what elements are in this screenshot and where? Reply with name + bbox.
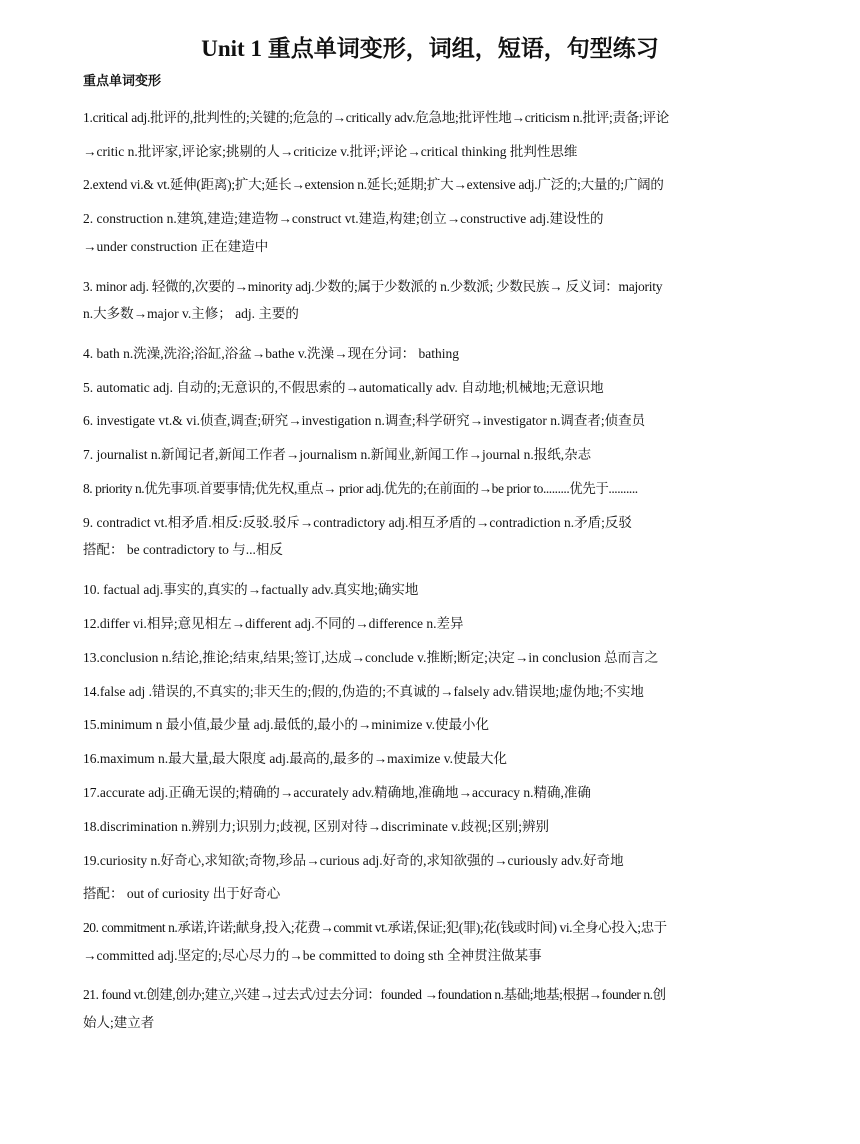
entry-line-critical-1: 1.critical adj.批评的,批判性的;关键的;危急的→critically adv.危急地;批评性地→criticism n.批评;责备;评论	[83, 110, 670, 125]
entry-line-construction-1: 2. construction n.建筑,建造;建造物→construct vt.建造,构建;创立→constructive adj.建设性的	[83, 211, 604, 226]
entry-line-curiosity-1: 19.curiosity n.好奇心,求知欲;奇物,珍品→curious adj.好奇的,求知欲强的→curiously adv.好奇地	[83, 853, 624, 868]
entry-line-factual: 10. factual adj.事实的,真实的→factually adv.真实地;确实地	[83, 582, 419, 597]
entry-line-investigate: 6. investigate vt.& vi.侦查,调查;研究→investigation n.调查;科学研究→investigator n.调查者;侦查员	[83, 413, 646, 428]
entry-line-commitment-1: 20. commitment n.承诺,许诺;献身,投入;花费→commit vt.承诺,保证;犯(罪);花(钱或时间) vi.全身心投入;忠于	[83, 920, 667, 935]
entry-line-differ: 12.differ vi.相异;意见相左→different adj.不同的→difference n.差异	[83, 616, 464, 631]
entry-line-contradict-2: 搭配： be contradictory to 与...相反	[83, 542, 283, 557]
entry-line-minimum: 15.minimum n 最小值,最少量 adj.最低的,最小的→minimize v.使最小化	[83, 717, 489, 732]
entry-line-critical-2: →critic n.批评家,评论家;挑剔的人→criticize v.批评;评论→critical thinking 批判性思维	[83, 144, 578, 159]
entry-line-minor-1: 3. minor adj. 轻微的,次要的→minority adj.少数的;属于少数派的 n.少数派; 少数民族→ 反义词：majority	[83, 279, 663, 294]
entry-line-curiosity-2: 搭配： out of curiosity 出于好奇心	[83, 886, 281, 901]
entry-line-commitment-2: →committed adj.坚定的;尽心尽力的→be committed to doing sth 全神贯注做某事	[83, 948, 542, 963]
entry-line-journalist: 7. journalist n.新闻记者,新闻工作者→journalism n.新闻业,新闻工作→journal n.报纸,杂志	[83, 447, 592, 462]
entry-line-minor-2: n.大多数→major v.主修； adj. 主要的	[83, 306, 299, 321]
entry-line-bath: 4. bath n.洗澡,洗浴;浴缸,浴盆→bathe v.洗澡→现在分词： bathing	[83, 346, 459, 361]
entry-line-contradict-1: 9. contradict vt.相矛盾.相反:反驳.驳斥→contradictory adj.相互矛盾的→contradiction n.矛盾;反驳	[83, 515, 632, 530]
entry-line-false: 14.false adj .错误的,不真实的;非天生的;假的,伪造的;不真诚的→falsely adv.错误地;虚伪地;不实地	[83, 684, 644, 699]
entry-line-automatic: 5. automatic adj. 自动的;无意识的,不假思索的→automatically adv. 自动地;机械地;无意识地	[83, 380, 604, 395]
entry-line-discrimination: 18.discrimination n.辨别力;识别力;歧视, 区别对待→discriminate v.歧视;区别;辨别	[83, 819, 549, 834]
entry-line-accurate: 17.accurate adj.正确无误的;精确的→accurately adv.精确地,准确地→accuracy n.精确,准确	[83, 785, 591, 800]
entry-line-conclusion: 13.conclusion n.结论,推论;结束,结果;签订,达成→conclude v.推断;断定;决定→in conclusion 总而言之	[83, 650, 659, 665]
section-heading: 重点单词变形	[83, 74, 162, 89]
entry-line-priority: 8. priority n.优先事项.首要事情;优先权,重点→ prior adj.优先的;在前面的→be prior to.........优先于..........	[83, 481, 638, 496]
entry-line-found-1: 21. found vt.创建,创办;建立,兴建→过去式/过去分词：founded →foundation n.基础;地基;根据→founder n.创	[83, 987, 666, 1002]
entry-line-found-2: 始人;建立者	[83, 1015, 155, 1030]
entry-line-construction-2: →under construction 正在建造中	[83, 239, 269, 254]
entry-line-maximum: 16.maximum n.最大量,最大限度 adj.最高的,最多的→maximize v.使最大化	[83, 751, 507, 766]
entry-line-extend: 2.extend vi.& vt.延伸(距离);扩大;延长→extension n.延长;延期;扩大→extensive adj.广泛的;大量的;广阔的	[83, 177, 664, 192]
page-title: Unit 1 重点单词变形，词组，短语，句型练习	[201, 36, 659, 61]
